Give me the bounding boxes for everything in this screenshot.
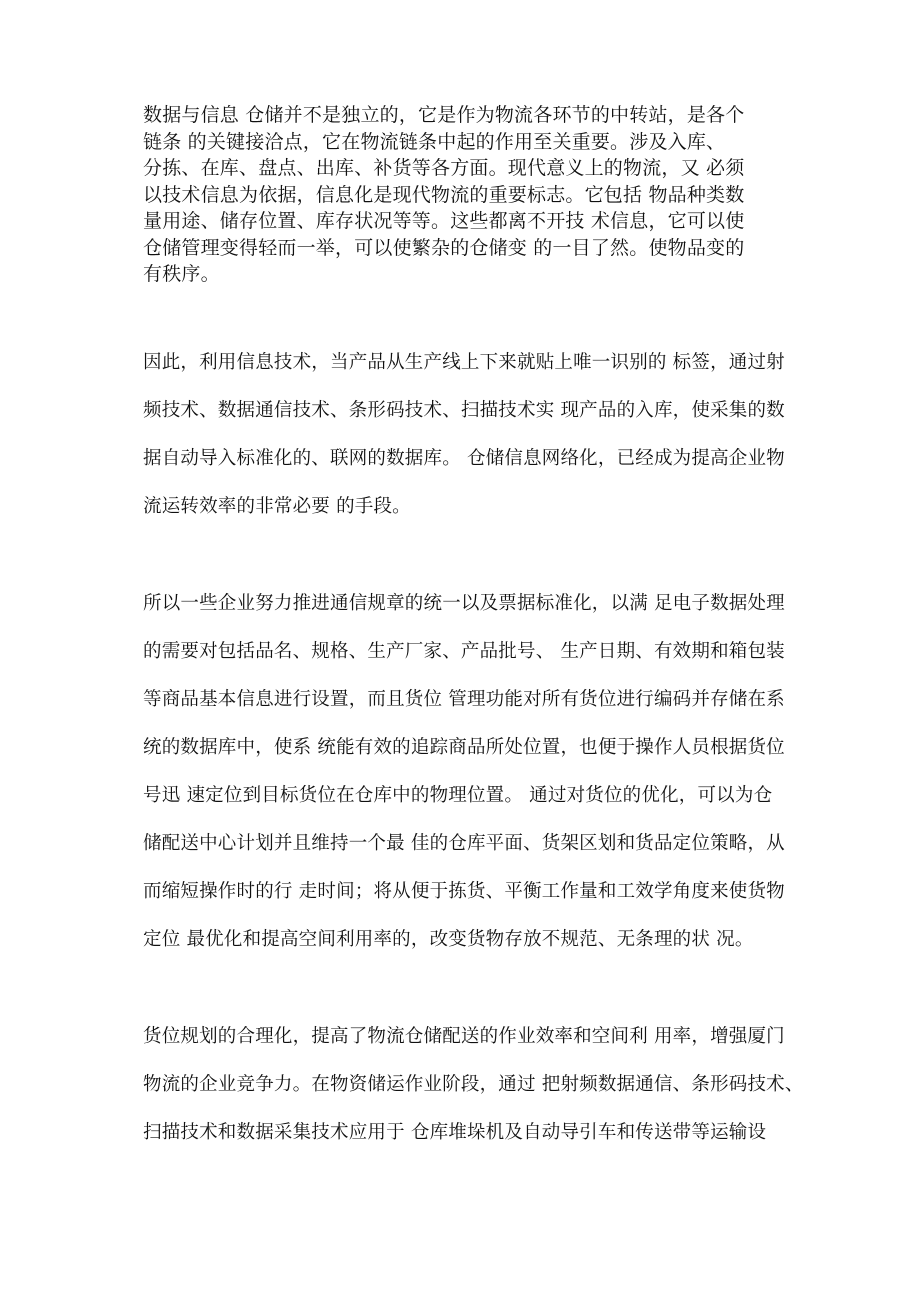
text-line: 物流的企业竞争力。在物资储运作业阶段，通过 把射频数据通信、条形码技术、 [143, 1074, 804, 1095]
text-line: 定位 最优化和提高空间利用率的，改变货物存放不规范、无条理的状 况。 [143, 929, 754, 950]
text-line: 有秩序。 [143, 263, 220, 285]
text-line: 流运转效率的非常必要 的手段。 [143, 496, 411, 517]
text-line: 货位规划的合理化，提高了物流仓储配送的作业效率和空间利 用率，增强厦门 [143, 1026, 785, 1047]
text-line: 频技术、数据通信技术、条形码技术、扫描技术实 现产品的入库，使采集的数 [143, 400, 785, 421]
text-line: 分拣、在库、盘点、出库、补货等各方面。现代意义上的物流，又 必须 [143, 157, 745, 179]
text-line: 扫描技术和数据采集技术应用于 仓库堆垛机及自动导引车和传送带等运输设 [143, 1122, 767, 1143]
text-line: 的需要对包括品名、规格、生产厂家、产品批号、 生产日期、有效期和箱包装 [143, 641, 785, 662]
text-line: 等商品基本信息进行设置，而且货位 管理功能对所有货位进行编码并存储在系 [143, 689, 785, 710]
text-line: 量用途、储存位置、库存状况等等。这些都离不开技 术信息，它可以使 [143, 210, 745, 232]
text-line: 数据与信息 仓储并不是独立的，它是作为物流各环节的中转站，是各个 [143, 104, 745, 126]
text-line: 仓储管理变得轻而一举，可以使繁杂的仓储变 的一目了然。使物品变的 [143, 237, 745, 259]
text-line: 据自动导入标准化的、联网的数据库。 仓储信息网络化，已经成为提高企业物 [143, 448, 785, 469]
text-line: 所以一些企业努力推进通信规章的统一以及票据标准化，以满 足电子数据处理 [143, 593, 785, 614]
text-line: 号迅 速定位到目标货位在仓库中的物理位置。 通过对货位的优化，可以为仓 [143, 785, 773, 806]
text-line: 以技术信息为依据，信息化是现代物流的重要标志。它包括 物品种类数 [143, 184, 745, 206]
text-line: 而缩短操作时的行 走时间；将从便于拣货、平衡工作量和工效学角度来使货物 [143, 881, 785, 902]
text-line: 因此，利用信息技术，当产品从生产线上下来就贴上唯一识别的 标签，通过射 [143, 352, 785, 373]
text-line: 链条 的关键接洽点，它在物流链条中起的作用至关重要。涉及入库、 [143, 131, 726, 153]
text-line: 储配送中心计划并且维持一个最 佳的仓库平面、货架区划和货品定位策略，从 [143, 833, 785, 854]
text-line: 统的数据库中，使系 统能有效的追踪商品所处位置，也便于操作人员根据货位 [143, 737, 785, 758]
